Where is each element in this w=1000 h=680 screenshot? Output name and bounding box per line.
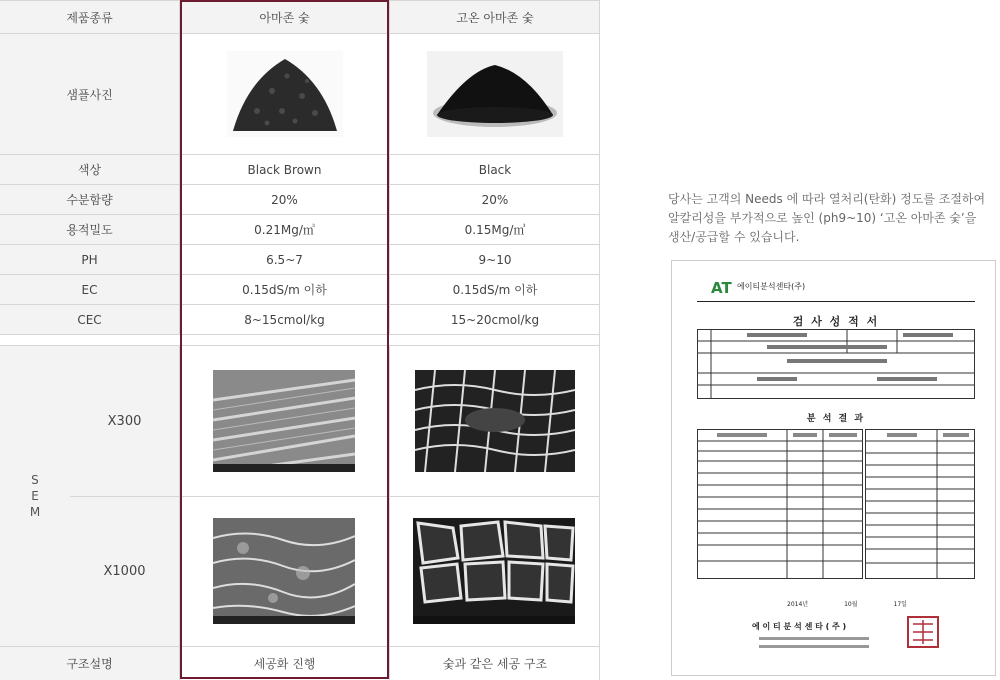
row-value-b: 0.15dS/m 이하 [452,283,538,297]
table-row [0,185,600,215]
charcoal-powder-photo [427,51,563,137]
sem-image-b-x1000 [413,518,575,624]
certificate-results-table [697,429,975,579]
description-text: 당사는 고객의 Needs 에 따라 열처리(탄화) 정도를 조절하여 알칼리성을 부가적으로 높인 (ph9~10) ‘고온 아마존 숯’을 생산/공급할 수 있습니다. [668,192,986,244]
row-value-a: 0.21Mg/㎥ [180,215,390,244]
row-label-color: 색상 [0,155,180,184]
date-day: 17일 [893,601,907,608]
cert-rule [697,301,975,302]
sample-photo-label: 샘플사진 [0,34,180,154]
row-label-ph: PH [0,245,180,274]
row-value-a: 8~15cmol/kg [180,305,390,334]
sample-photo-cell-b [390,34,600,154]
sem-image-b-x300 [415,370,575,472]
row-value-a: Black Brown [180,155,390,184]
sem-mag-x300: X300 [70,346,180,496]
row-value-b: 20% [481,192,509,207]
row-value-a: 0.15dS/m 이하 [180,275,390,304]
sem-label [0,346,71,646]
header-product-type: 제품종류 [0,1,180,33]
row-value-b: 0.15Mg/㎥ [464,223,526,237]
sem-image-a-x1000 [213,518,355,624]
sem-letter: S [31,473,39,487]
row-label-cec: CEC [0,305,180,334]
certificate-section-title: 분 석 결 과 [806,414,866,424]
table-row [0,215,600,245]
row-label-ec: EC [0,275,180,304]
sem-image-a-x300 [213,370,355,472]
table-row [0,245,600,275]
row-value-b: 9~10 [478,252,512,267]
table-row [0,305,600,335]
certificate-footer-lines [759,635,879,651]
date-year: 2014년 [787,601,809,608]
table-row [0,155,600,185]
row-value-a: 6.5~7 [180,245,390,274]
certificate-info-grid [697,329,975,399]
sem-divider [180,496,600,497]
row-value-b: 15~20cmol/kg [450,312,540,327]
sem-mag-x1000: X1000 [70,496,180,646]
certificate-title: 검 사 성 적 서 [792,315,880,328]
date-month: 10월 [844,601,858,608]
header-amazon-charcoal: 아마존 숯 [180,1,390,33]
table-row [0,275,600,305]
structure-row [0,646,600,680]
table-right-border [599,0,600,680]
company-seal-icon [907,616,939,648]
sem-col-divider [389,346,390,646]
structure-value-a: 세공화 진행 [180,647,390,680]
inspection-certificate [671,260,996,676]
structure-value-b: 숯과 같은 세공 구조 [442,657,548,671]
sample-photo-cell-a [180,34,390,154]
row-label-bulk-density: 용적밀도 [0,215,180,244]
charcoal-granules-photo [227,51,343,137]
certificate-company: 에이티분석센타(주) [737,282,806,291]
sem-letter: E [31,489,39,503]
structure-label: 구조설명 [0,647,180,680]
certificate-logo: AT [711,279,732,297]
row-value-a: 20% [180,185,390,214]
row-label-moisture: 수분함량 [0,185,180,214]
row-value-b: Black [478,162,512,177]
table-header-row [0,0,600,34]
certificate-date [787,599,907,608]
header-high-temp-charcoal: 고온 아마존 숯 [390,1,600,33]
sem-letter: M [29,505,41,519]
certificate-footer: 에 이 티 분 석 센 타 ( 주 ) [752,622,847,631]
sample-photo-row [0,34,600,155]
